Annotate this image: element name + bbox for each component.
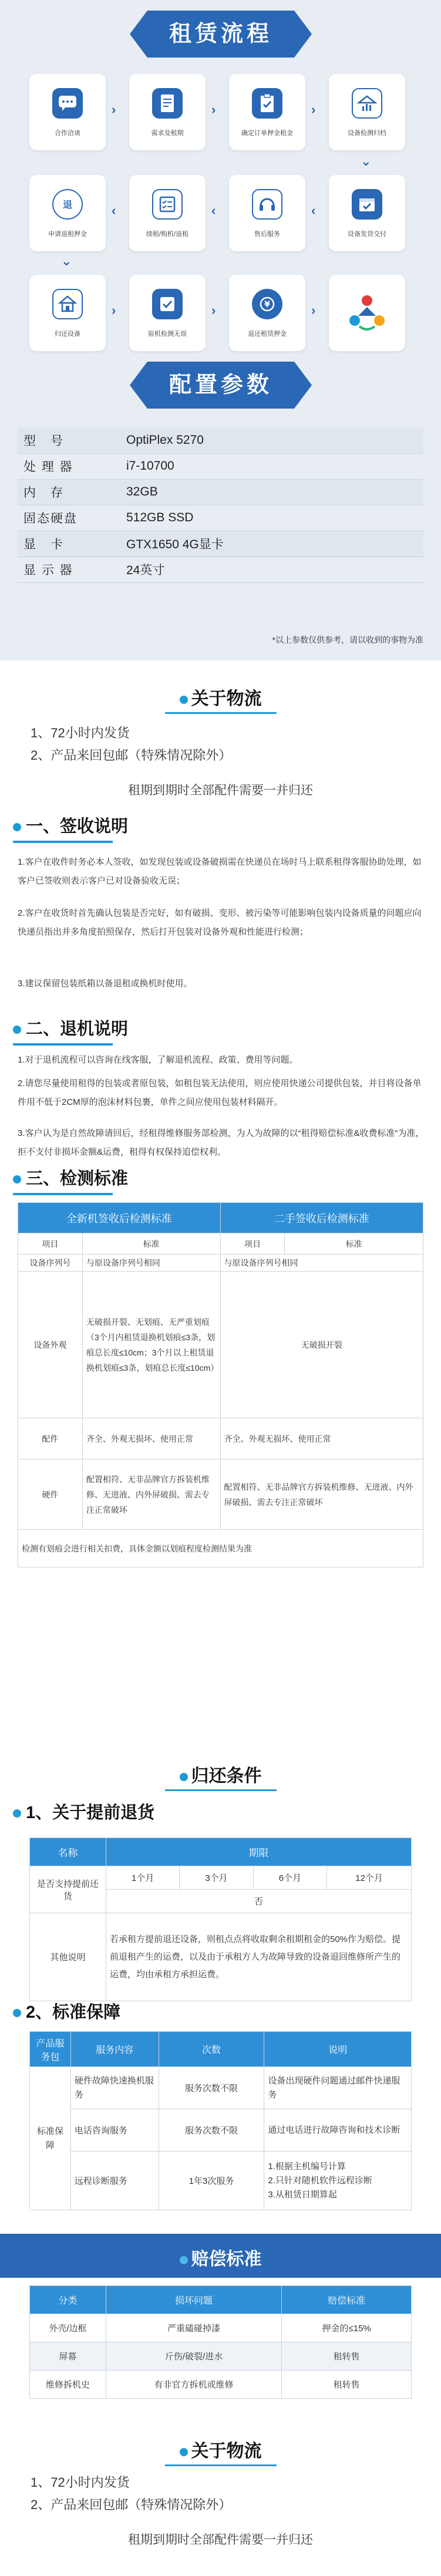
heading-underline bbox=[13, 1043, 113, 1046]
compensation-table bbox=[29, 2285, 412, 2399]
arrow-left-icon: ‹ bbox=[112, 203, 116, 218]
spec-value: 24英寸 bbox=[91, 557, 423, 582]
step-label: 确定订单押金租金 bbox=[241, 130, 293, 137]
gt-head-times: 次数 bbox=[159, 2032, 264, 2067]
insp-note: 检测有划痕会进行相关扣费，具体金额以划痕程度检测结果为准 bbox=[18, 1530, 423, 1567]
bullet-dot-icon bbox=[13, 2009, 21, 2017]
logistics-note: 租期到期时全部配件需要一并归还 bbox=[128, 2533, 313, 2547]
spec-value: i7-10700 bbox=[91, 453, 423, 479]
specs-table bbox=[18, 427, 423, 583]
logistics-heading: 关于物流 bbox=[0, 684, 441, 714]
gt-service: 远程诊断服务 bbox=[70, 2152, 159, 2210]
insp-new: 与原设备序列号相同 bbox=[82, 1255, 220, 1272]
rt-term: 3个月 bbox=[180, 1866, 253, 1890]
specs-note: *以上参数仅供参考，请以收到的事物为准 bbox=[272, 635, 423, 645]
comp-cat: 屏幕 bbox=[30, 2342, 106, 2371]
return-spec-para: 2.请您尽量使用租得的包装或者原包装，如租包装无法使用，则应使用快递公司提供包装，并目将设备单件用不低于2CM厚的泡沫材料包裹，单件之间应使用包装材料隔开。 bbox=[18, 1078, 422, 1107]
money-icon bbox=[252, 289, 282, 319]
step-after-sales bbox=[229, 175, 305, 251]
insp-used: 无破损开裂 bbox=[220, 1272, 423, 1418]
arrow-down-icon: ⌄ bbox=[361, 154, 372, 168]
heading-underline bbox=[165, 2464, 277, 2466]
insp-item: 设备外观 bbox=[18, 1272, 83, 1418]
rt-term: 12个月 bbox=[327, 1866, 412, 1890]
insp-col-item: 项目 bbox=[18, 1233, 83, 1255]
comp-cat: 维修拆机史 bbox=[30, 2371, 106, 2399]
gt-times: 服务次数不限 bbox=[159, 2067, 264, 2109]
comp-issue: 斤伤/破裂/进水 bbox=[106, 2342, 282, 2371]
spec-key: 固态硬盘 bbox=[18, 505, 91, 531]
gt-desc: 通过电话进行故障咨询和技术诊断 bbox=[264, 2109, 412, 2152]
insp-new: 配置相符、无非品牌官方拆装机维修、无进液、内外屏破损、需去专注正常破坏 bbox=[82, 1459, 220, 1530]
step-return-deposit bbox=[229, 275, 305, 351]
spec-row bbox=[18, 505, 423, 531]
step-return-device bbox=[29, 275, 106, 351]
rt-head-term: 期限 bbox=[106, 1838, 412, 1866]
gt-desc: 设备出现硬件问题通过邮件快递服务 bbox=[264, 2067, 412, 2109]
verify-icon bbox=[152, 289, 183, 319]
heading-underline bbox=[13, 1193, 113, 1195]
bullet-dot-icon bbox=[13, 1175, 21, 1184]
gt-head-product: 产品服务包 bbox=[30, 2032, 71, 2067]
rental-flow-section bbox=[0, 0, 441, 660]
signin-para: 1.客户在收件时务必本人签收，如发现包装或设备破损需在快递员在场时马上联系租得客服协助处理，如客户已签收则表示客户已对设备验收无误； bbox=[18, 857, 422, 886]
insp-head-used: 二手签收后检测标准 bbox=[220, 1203, 423, 1233]
heading-underline bbox=[13, 841, 113, 843]
arrow-left-icon: ‹ bbox=[211, 203, 216, 218]
insp-used: 配置相符、无非品牌官方拆装机维修、无进液、内外屏破损、需去专注正常破坏 bbox=[220, 1459, 423, 1530]
comp-issue: 有非官方拆机或维修 bbox=[106, 2371, 282, 2399]
team-logo bbox=[329, 275, 405, 351]
spec-row bbox=[18, 531, 423, 557]
insp-used: 与原设备序列号相同 bbox=[220, 1255, 423, 1272]
comp-head-fee: 赔偿标准 bbox=[282, 2286, 412, 2314]
gt-service: 电话咨询服务 bbox=[70, 2109, 159, 2152]
gt-head-service: 服务内容 bbox=[70, 2032, 159, 2067]
gt-times: 服务次数不限 bbox=[159, 2109, 264, 2152]
comp-head-cat: 分类 bbox=[30, 2286, 106, 2314]
document-icon bbox=[152, 88, 183, 119]
gt-head-desc: 说明 bbox=[264, 2032, 412, 2067]
compensation-title: 赔偿标准 bbox=[191, 2250, 262, 2269]
bullet-dot-icon bbox=[180, 696, 188, 704]
house-chart-icon bbox=[352, 88, 382, 119]
refund-icon bbox=[52, 189, 83, 220]
gt-product: 标准保障 bbox=[30, 2067, 71, 2210]
signin-para: 3.建议保留包装纸箱以备退租或换机时使用。 bbox=[18, 979, 193, 989]
heading-underline bbox=[165, 712, 277, 714]
insp-col-std: 标准 bbox=[285, 1233, 423, 1255]
logistics-line: 1、72小时内发货 bbox=[31, 2475, 130, 2490]
return-spec-para: 3.客户认为是自然故障请回后，经租得维修服务部检测，为人为故障的以“租得赔偿标准&收费标准“为准，拒不支付非损坏金额&运费，租得有权保持追偿权利。 bbox=[18, 1128, 425, 1157]
insp-col-item: 项目 bbox=[220, 1233, 285, 1255]
signin-heading: 一、签收说明 bbox=[13, 813, 128, 843]
comp-head-issue: 损坏问题 bbox=[106, 2286, 282, 2314]
step-order-deposit bbox=[229, 74, 305, 150]
arrow-right-icon: › bbox=[211, 303, 216, 318]
spec-value: 32GB bbox=[91, 479, 423, 505]
box-check-icon bbox=[352, 189, 382, 220]
rt-no: 否 bbox=[106, 1890, 412, 1913]
step-label: 退还租赁押金 bbox=[248, 331, 287, 338]
return-spec-para: 1.对于退机流程可以咨询在线客服，了解退机流程、政策、费用等问题。 bbox=[18, 1055, 298, 1065]
arrow-right-icon: › bbox=[311, 303, 316, 318]
logistics-line: 2、产品来回包邮（特殊情况除外） bbox=[31, 748, 232, 763]
arrow-right-icon: › bbox=[112, 303, 116, 318]
spec-row bbox=[18, 479, 423, 505]
insp-col-std: 标准 bbox=[82, 1233, 220, 1255]
rt-other-text: 若承租方提前退还设备，则租点点将收取剩余租期租金的50%作为赔偿。提前退租产生的运费，以及由于承租方人为故障导致的设备退回维修所产生的运费，均由承租方承担运费。 bbox=[106, 1913, 412, 2001]
spec-value: 512GB SSD bbox=[91, 505, 423, 531]
spec-value: GTX1650 4G显卡 bbox=[91, 531, 423, 557]
bullet-dot-icon bbox=[13, 823, 21, 831]
signin-para: 2.客户在收货时首先确认包装是否完好，如有破损、变形、被污染等可能影响包装内设备质量的问题应向快递员指出并多角度拍照保存，然后打开包装对设备外观和性能进行检测； bbox=[18, 908, 422, 937]
headset-icon bbox=[252, 189, 282, 220]
return-spec-heading: 二、退机说明 bbox=[13, 1016, 128, 1046]
rt-term: 1个月 bbox=[106, 1866, 180, 1890]
insp-item: 配件 bbox=[18, 1418, 83, 1459]
step-label: 需求及租期 bbox=[151, 130, 184, 137]
spec-key: 处 理 器 bbox=[18, 453, 91, 479]
step-renew-buy-return bbox=[129, 175, 206, 251]
rt-support-label: 是否支持提前还货 bbox=[30, 1866, 106, 1913]
step-refund-deposit bbox=[29, 175, 106, 251]
heading-underline bbox=[165, 1789, 277, 1791]
step-label: 售后服务 bbox=[254, 231, 280, 238]
inspection-heading: 三、检测标准 bbox=[13, 1165, 128, 1195]
step-label: 验机检测无误 bbox=[148, 331, 187, 338]
spec-key: 内 存 bbox=[18, 479, 91, 505]
step-label: 设备检测归档 bbox=[348, 130, 386, 137]
comp-cat: 外壳/边框 bbox=[30, 2314, 106, 2342]
bullet-dot-icon bbox=[13, 1026, 21, 1034]
logistics-heading-2: 关于物流 bbox=[0, 2436, 441, 2466]
comp-fee: 押金的≤15% bbox=[282, 2314, 412, 2342]
bullet-dot-icon bbox=[180, 1773, 188, 1781]
spec-row bbox=[18, 427, 423, 453]
insp-new: 齐全、外观无损坏、使用正常 bbox=[82, 1418, 220, 1459]
insp-item: 硬件 bbox=[18, 1459, 83, 1530]
comp-fee: 租转售 bbox=[282, 2371, 412, 2399]
return-house-icon bbox=[52, 289, 83, 319]
comp-fee: 租转售 bbox=[282, 2342, 412, 2371]
gt-service: 硬件故障快速换机服务 bbox=[70, 2067, 159, 2109]
spec-key: 显 示 器 bbox=[18, 557, 91, 582]
svg-text:¥: ¥ bbox=[264, 300, 270, 309]
spec-value: OptiPlex 5270 bbox=[91, 427, 423, 453]
logistics-line: 1、72小时内发货 bbox=[31, 726, 130, 740]
return-conditions-heading: 归还条件 bbox=[0, 1761, 441, 1791]
bullet-dot-icon bbox=[13, 1809, 21, 1818]
chat-icon bbox=[52, 88, 83, 119]
step-requirements bbox=[129, 74, 206, 150]
rental-flow-title: 租赁流程 bbox=[147, 11, 294, 58]
bullet-dot-icon bbox=[180, 2448, 188, 2456]
step-label: 续租/购机/退租 bbox=[146, 231, 189, 238]
spec-row bbox=[18, 453, 423, 479]
step-delivery bbox=[329, 175, 405, 251]
rt-other-label: 其他说明 bbox=[30, 1913, 106, 2001]
gt-times: 1年3次服务 bbox=[159, 2152, 264, 2210]
step-verify bbox=[129, 275, 206, 351]
rt-head-name: 名称 bbox=[30, 1838, 106, 1866]
bullet-dot-icon bbox=[180, 2256, 188, 2264]
early-return-table bbox=[29, 1837, 412, 2001]
comp-issue: 严重磕碰掉漆 bbox=[106, 2314, 282, 2342]
team-logo-icon bbox=[346, 292, 388, 333]
rt-term: 6个月 bbox=[253, 1866, 326, 1890]
insp-head-new: 全新机签收后检测标准 bbox=[18, 1203, 221, 1233]
early-return-heading: 1、关于提前退货 bbox=[13, 1799, 154, 1823]
arrow-down-icon: ⌄ bbox=[61, 254, 72, 268]
step-inspect-archive bbox=[329, 74, 405, 150]
arrow-right-icon: › bbox=[211, 102, 216, 117]
svg-text:退: 退 bbox=[62, 199, 73, 210]
step-label: 设备发货交付 bbox=[348, 231, 386, 238]
step-label: 归还设备 bbox=[55, 331, 80, 338]
step-label: 申请退租押金 bbox=[48, 231, 87, 238]
arrow-left-icon: ‹ bbox=[311, 203, 316, 218]
step-label: 合作洽谈 bbox=[55, 130, 80, 137]
arrow-right-icon: › bbox=[112, 102, 116, 117]
insp-used: 齐全、外观无损坏、使用正常 bbox=[220, 1418, 423, 1459]
inspection-table bbox=[18, 1202, 423, 1567]
compensation-banner bbox=[0, 2234, 441, 2278]
logistics-line: 2、产品来回包邮（特殊情况除外） bbox=[31, 2497, 232, 2512]
arrow-right-icon: › bbox=[311, 102, 316, 117]
gt-desc: 1.根据主机编号计算 2.只针对随机软件远程诊断 3.从租赁日期算起 bbox=[264, 2152, 412, 2210]
step-cooperation bbox=[29, 74, 106, 150]
guarantee-table bbox=[29, 2031, 412, 2210]
logistics-note: 租期到期时全部配件需要一并归还 bbox=[128, 784, 313, 797]
checklist-icon bbox=[152, 189, 183, 220]
spec-key: 型 号 bbox=[18, 427, 91, 453]
spec-row bbox=[18, 557, 423, 582]
spec-key: 显 卡 bbox=[18, 531, 91, 557]
insp-new: 无破损开裂、无划痕、无严重划痕（3个月内租赁退换机划痕≤3条，划痕总长度≤10cm；3个月以上租赁退换机划痕≤3条，划痕总长度≤10cm） bbox=[82, 1272, 220, 1418]
guarantee-heading: 2、标准保障 bbox=[13, 1999, 120, 2023]
specs-title: 配置参数 bbox=[147, 362, 294, 409]
clipboard-check-icon bbox=[252, 88, 282, 119]
insp-item: 设备序列号 bbox=[18, 1255, 83, 1272]
